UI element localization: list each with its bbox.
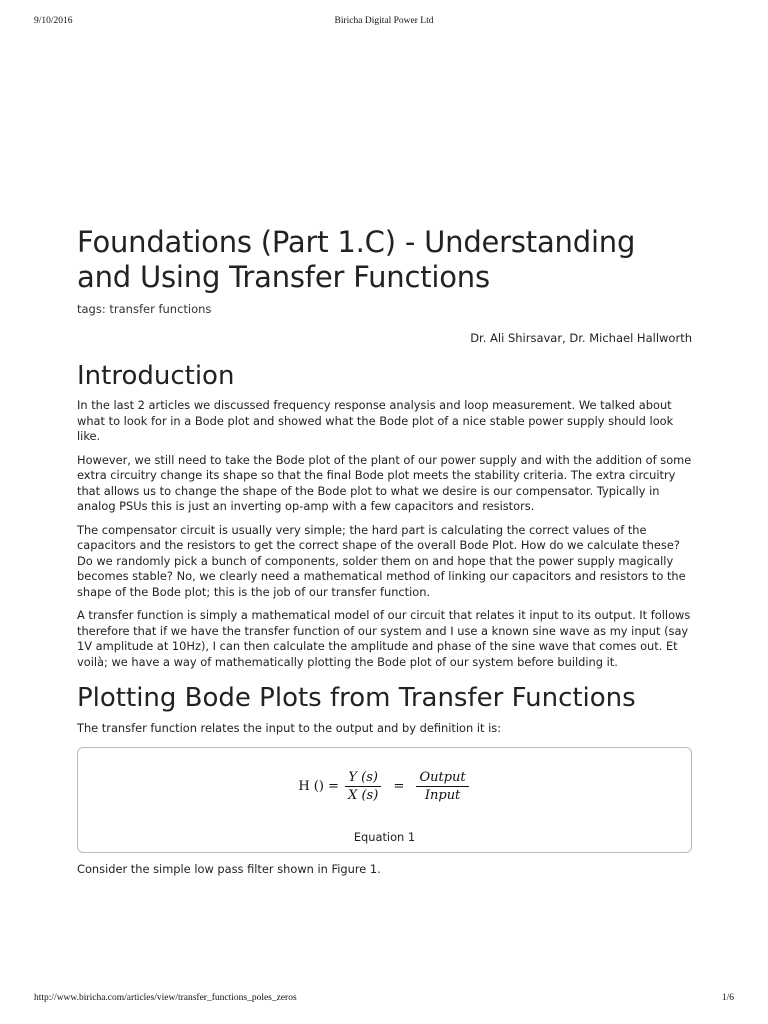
figure-reference-paragraph: Consider the simple low pass filter shown in Figure 1. <box>77 861 381 876</box>
article-tags: tags: transfer functions <box>77 302 212 316</box>
article-authors: Dr. Ali Shirsavar, Dr. Michael Hallworth <box>470 331 692 345</box>
fraction-numerator: Output <box>416 770 468 787</box>
fraction-numerator: Y (s) <box>345 770 381 787</box>
equation-lhs: H () = <box>298 778 339 794</box>
fraction-denominator: Input <box>424 787 461 803</box>
intro-paragraph: The compensator circuit is usually very simple; the hard part is calculating the correct values of the capacitors and the resistors to get the correct shape of the overall Bode Plot. How do we calculate these? Do we randomly pick a bunch of components, solder them on and hope that the power supply magically becomes stable? No, we clearly need a mathematical method of linking our capacitors and resistors to the shape of the Bode plot; this is the job of our transfer function. <box>77 522 686 599</box>
fraction-denominator: X (s) <box>348 787 379 803</box>
print-footer <box>34 993 734 1007</box>
equation-fraction-ys-xs <box>345 770 381 803</box>
intro-paragraph: However, we still need to take the Bode plot of the plant of our power supply and with the addition of some extra circuitry change its shape so that the final Bode plot meets the stability criteria. The extra circuitry that allows us to change the shape of the Bode plot to what we desire is our compensator. Typically in analog PSUs this is just an inverting op-amp with a few capacitors and resistors. <box>77 452 692 513</box>
print-header <box>34 16 734 30</box>
print-url: http://www.biricha.com/articles/view/transfer_functions_poles_zeros <box>34 993 297 1003</box>
equation-math <box>78 770 691 803</box>
bode-lead-paragraph: The transfer function relates the input to the output and by definition it is: <box>77 721 502 735</box>
introduction-heading: Introduction <box>77 361 235 391</box>
print-page-number: 1/6 <box>721 993 734 1003</box>
equation-caption: Equation 1 <box>353 829 416 844</box>
intro-paragraph: In the last 2 articles we discussed frequency response analysis and loop measurement. We talked about what to look for in a Bode plot and showed what the Bode plot of a nice stable power supply should look like. <box>77 398 674 443</box>
bode-section-heading: Plotting Bode Plots from Transfer Functions <box>77 683 636 713</box>
equation-box <box>77 747 692 853</box>
print-site-title: Biricha Digital Power Ltd <box>334 16 434 26</box>
article-title: Foundations (Part 1.C) - Understanding and Using Transfer Functions <box>77 225 636 294</box>
equation-fraction-output-input <box>416 770 468 803</box>
print-date: 9/10/2016 <box>34 16 73 26</box>
equals-sign: = <box>393 778 405 794</box>
article-content <box>77 225 692 877</box>
intro-paragraph: A transfer function is simply a mathematical model of our circuit that relates it input to its output. It follows therefore that if we have the transfer function of our system and I use a known sine wave as my input (say 1V amplitude at 10Hz), I can then calculate the amplitude and phase of the sine wave that comes out. Et voilà; we have a way of mathematically plotting the Bode plot of our system before building it. <box>77 608 691 669</box>
